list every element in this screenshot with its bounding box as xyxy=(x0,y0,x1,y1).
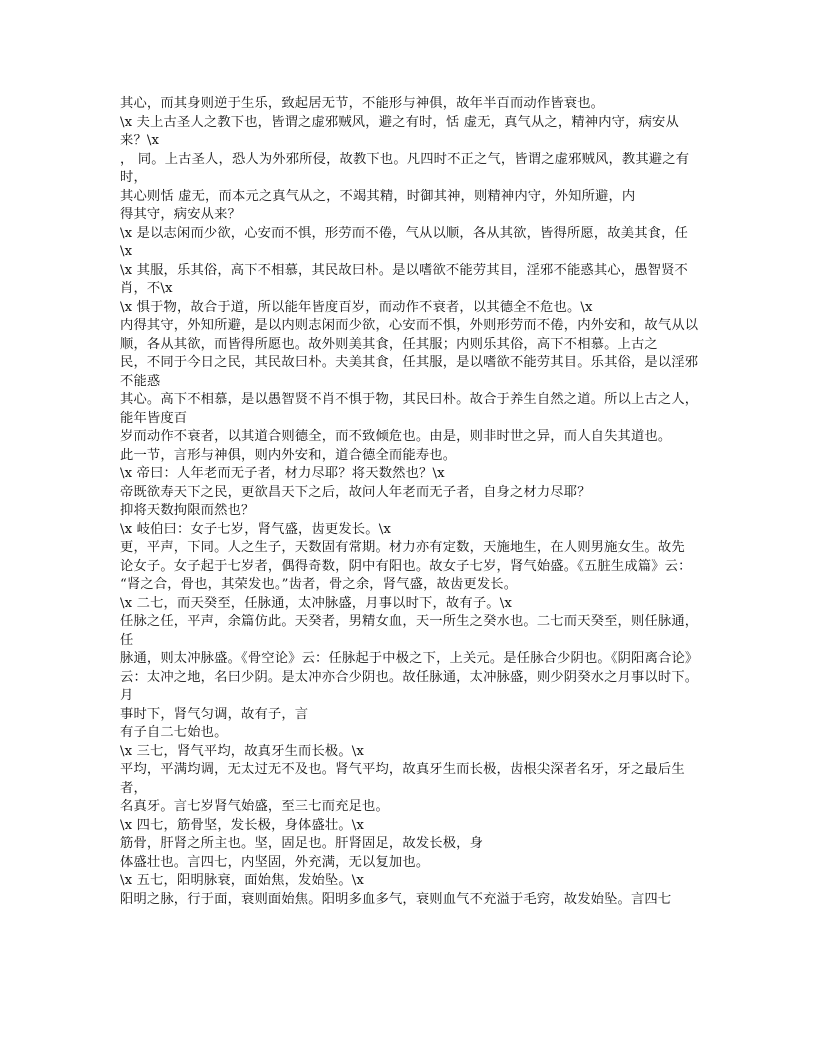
text-line: 更，平声，下同。人之生子，天数固有常期。材力亦有定数，天施地生，在人则男施女生。故先 xyxy=(120,540,685,555)
text-line: \x 四七，筋骨坚，发长极，身体盛壮。\x xyxy=(120,817,365,833)
text-line: 岁而动作不衰者，以其道合则德全，而不致倾危也。由是，则非时世之异，而人自失其道也。 xyxy=(120,429,672,444)
text-line: \x 五七，阳明脉衰，面始焦，发始坠。\x xyxy=(120,873,365,888)
text-line: 论女子。女子起于七岁者，偶得奇数，阴中有阳也。故女子七岁，肾气始盛。《五脏生成篇》云： xyxy=(120,558,692,574)
text-line: 帝既欲寿天下之民，更欲昌天下之后，故问人年老而无子者，自身之材力尽耶？ xyxy=(120,484,591,500)
text-line: \x 二七，而天癸至，任脉通，太冲脉盛，月事以时下，故有子。\x xyxy=(120,595,512,611)
text-line: \x 夫上古圣人之教下也，皆谓之虚邪贼风，避之有时，恬 虚无，真气从之，精神内守，病安从来？\x xyxy=(120,114,679,148)
text-line: 脉通，则太冲脉盛。《骨空论》云：任脉起于中极之下，上关元。是任脉合少阴也。《阴阳离合论》 xyxy=(120,651,699,666)
text-line: 此一节，言形与神俱，则内外安和，道合德全而能寿也。 xyxy=(120,447,457,463)
text-line: 平均，平满均调，无太过无不及也。肾气平均，故真牙生而长极，齿根尖深者名牙，牙之最后生者， xyxy=(120,762,685,796)
text-line: 阳明之脉，行于面，衰则面始焦。阳明多血多气，衰则血气不充溢于毛窍，故发始坠。言四七 xyxy=(120,891,672,907)
text-line: \x 帝曰：人年老而无子者，材力尽耶？将天数然也？\x xyxy=(120,466,445,481)
text-line: 内得其守，外知所避，是以内则志闲而少欲，心安而不惧，外则形劳而不倦，内外安和，故气从以 xyxy=(120,318,699,333)
text-line: 有子自二七始也。 xyxy=(120,725,228,740)
text-line: ， 同。上古圣人，恐人为外邪所侵，故教下也。凡四时不正之气，皆谓之虚邪贼风，教其避之有时， xyxy=(120,151,690,185)
text-line: 其心则恬 虚无，而本元之真气从之，不竭其精，时御其神，则精神内守，外知所避，内 xyxy=(120,188,636,204)
text-line: 任脉之任，平声，余篇仿此。天癸者，男精女血，天一所生之癸水也。二七而天癸至，则任脉通，任 xyxy=(120,614,699,648)
text-line: 民，不同于今日之民，其民故曰朴。夫美其食，任其服，是以嗜欲不能劳其目。乐其俗，是以淫邪不能惑 xyxy=(120,355,699,389)
text-line: \x 其服，乐其俗，高下不相慕，其民故曰朴。是以嗜欲不能劳其目，淫邪不能惑其心，愚智贤不肖，不\x xyxy=(120,262,688,296)
text-line: 抑将天数拘限而然也？ xyxy=(120,503,255,518)
text-line: 云：太冲之地，名曰少阴。是太冲亦合少阴也。故任脉通，太冲脉盛，则少阴癸水之月事以时下。月 xyxy=(120,669,699,703)
text-line: 名真牙。言七岁肾气始盛，至三七而充足也。 xyxy=(120,799,389,814)
text-line: 其心。高下不相慕，是以愚智贤不肖不惧于物，其民曰朴。故合于养生自然之道。所以上古之人，能年皆度百 xyxy=(120,392,699,426)
text-line: 得其守，病安从来？ xyxy=(120,207,242,222)
text-line: 其心，而其身则逆于生乐，致起居无节，不能形与神俱，故年半百而动作皆衰也。 xyxy=(120,96,605,111)
text-line: 筋骨，肝肾之所主也。坚，固足也。肝肾固足，故发长极，身 xyxy=(120,836,484,851)
text-line: \x 三七，肾气平均，故真牙生而长极。\x xyxy=(120,743,365,759)
text-line: \x 岐伯曰：女子七岁，肾气盛，齿更发长。\x xyxy=(120,521,391,537)
text-line: \x 惧于物，故合于道，所以能年皆度百岁，而动作不衰者，以其德全不危也。\x xyxy=(120,299,593,315)
text-line: “肾之合，骨也，其荣发也。”齿者，骨之余，肾气盛，故齿更发长。 xyxy=(120,577,518,592)
text-line: 体盛壮也。言四七，内坚固，外充满，无以复加也。 xyxy=(120,854,430,870)
text-line: 事时下，肾气匀调，故有子，言 xyxy=(120,706,309,722)
text-line: 顺，各从其欲，而皆得所愿也。故外则美其食，任其服；内则乐其俗，高下不相慕。上古之 xyxy=(120,336,658,352)
document-body xyxy=(120,95,700,909)
text-line: \x 是以志闲而少欲，心安而不惧，形劳而不倦，气从以顺，各从其欲，皆得所愿，故美其食，任\x xyxy=(120,225,688,259)
